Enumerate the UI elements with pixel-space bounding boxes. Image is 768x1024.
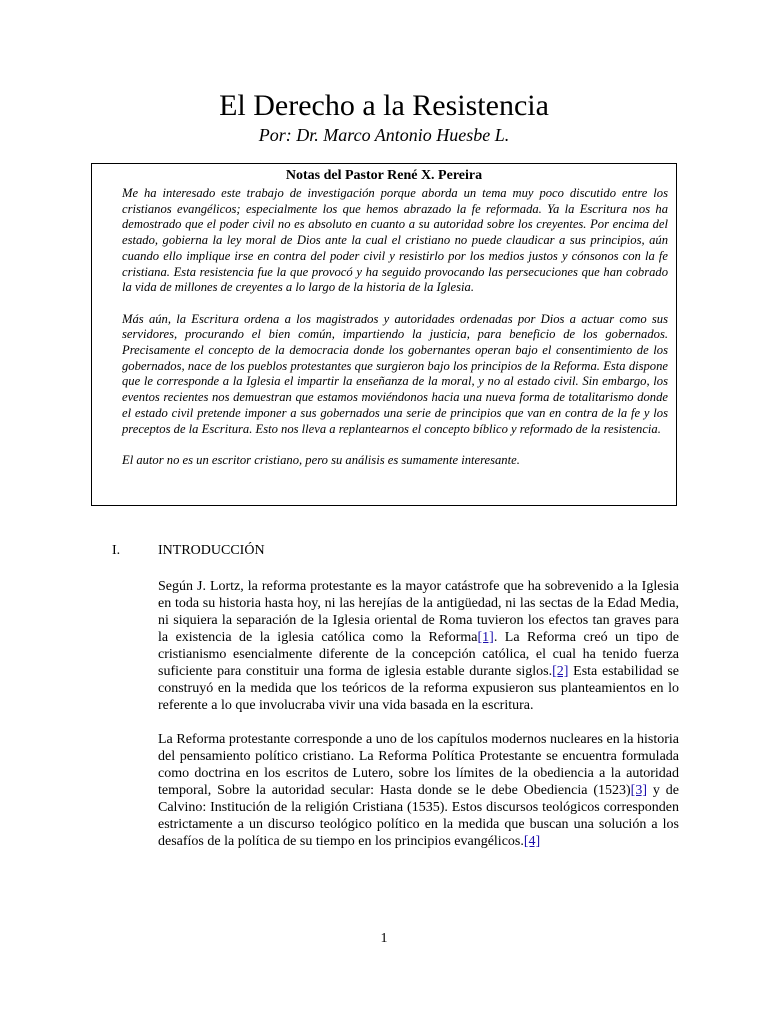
body-text-span: . La Reforma creó un tipo de cristianismo esencialmente diferente de la concepción católica, el cual ha tenido fuerza suficiente para constituir una forma de iglesia estable durante siglos. [158, 630, 680, 679]
page-number: 1 [380, 931, 388, 946]
pastor-notes-box [91, 163, 677, 506]
body-text-span: Esta estabilidad se construyó en la medida que los teóricos de la reforma expusieron sus planteamientos en lo referente a lo que involucraba vivir una vida basada en la escritura. [158, 664, 679, 713]
document-title: El Derecho a la Resistencia [219, 89, 549, 122]
footnote-link-1[interactable]: [1] [477, 630, 494, 645]
notes-body [122, 186, 668, 469]
section-title: INTRODUCCIÓN [158, 543, 265, 558]
footnote-link-3[interactable]: [3] [630, 783, 647, 798]
footnote-link-2[interactable]: [2] [552, 664, 569, 679]
notes-paragraph: Más aún, la Escritura ordena a los magistrados y autoridades ordenadas por Dios a actuar como sus servidores, procurando el bien común, impartiendo la justicia, para beneficio de los gobernados. Precisamente el concepto de la democracia donde los gobernantes operan bajo el consentimiento de los gobernados, nace de los pueblos protestantes que surgieron bajo los principios de la Reforma. Esta dispone que le corresponde a la Iglesia el impartir la enseñanza de la moral, y no al estado civil. Sin embargo, los eventos recientes nos demuestran que estamos moviéndonos hacia una nueva forma de totalitarismo donde el estado civil pretende imponer a sus gobernados una serie de principios que van en contra de la fe y los preceptos de la Escritura. Esto nos lleva a replantearnos el concepto bíblico y reformado de la resistencia. [122, 311, 668, 436]
document-author: Por: Dr. Marco Antonio Huesbe L. [258, 125, 510, 145]
section-number: I. [112, 543, 121, 558]
notes-heading: Notas del Pastor René X. Pereira [285, 168, 483, 183]
body-text-span: La Reforma protestante corresponde a uno de los capítulos modernos nucleares en la historia del pensamiento político cristiano. La Reforma Política Protestante se encuentra formulada como doctrina en los escritos de Lutero, sobre los límites de la obediencia a la autoridad temporal, Sobre la autoridad secular: Hasta donde se le debe Obediencia (1523) [158, 732, 679, 798]
body-text-span: Según J. Lortz, la reforma protestante es la mayor catástrofe que ha sobrevenido a la Iglesia en toda su historia hasta hoy, ni las herejías de la antigüedad, ni las sectas de la Edad Media, ni siquiera la separación de la Iglesia oriental de Roma tuvieron los efectos tan graves para la existencia de la iglesia católica como la Reforma [158, 579, 679, 645]
body-paragraph-1 [158, 578, 679, 714]
notes-paragraph: Me ha interesado este trabajo de investigación porque aborda un tema muy poco discutido entre los cristianos evangélicos; especialmente los que hemos abrazado la fe reformada. Ya la Escritura nos ha demostrado que el poder civil no es absoluto en cuanto a su autoridad sobre los creyentes. Por encima del estado, gobierna la ley moral de Dios ante la cual el cristiano no puede claudicar a sus principios, aún cuando ello implique irse en contra del poder civil y resistirlo por los medios justos y cónsonos con la fe cristiana. Esta resistencia fue la que provocó y ha seguido provocando las persecuciones que han cobrado la vida de millones de creyentes a lo largo de la historia de la Iglesia. [122, 186, 668, 295]
main-body [158, 578, 679, 867]
body-text-span: y de Calvino: Institución de la religión Cristiana (1535). Estos discursos teológicos corresponden estrictamente a un discurso teológico político en la medida que buscan una solución a los desafíos de la política de su tiempo en los principios evangélicos. [158, 783, 679, 849]
body-paragraph-2 [158, 731, 679, 850]
footnote-link-4[interactable]: [4] [523, 834, 541, 849]
notes-paragraph: El autor no es un escritor cristiano, pero su análisis es sumamente interesante. [122, 452, 520, 467]
